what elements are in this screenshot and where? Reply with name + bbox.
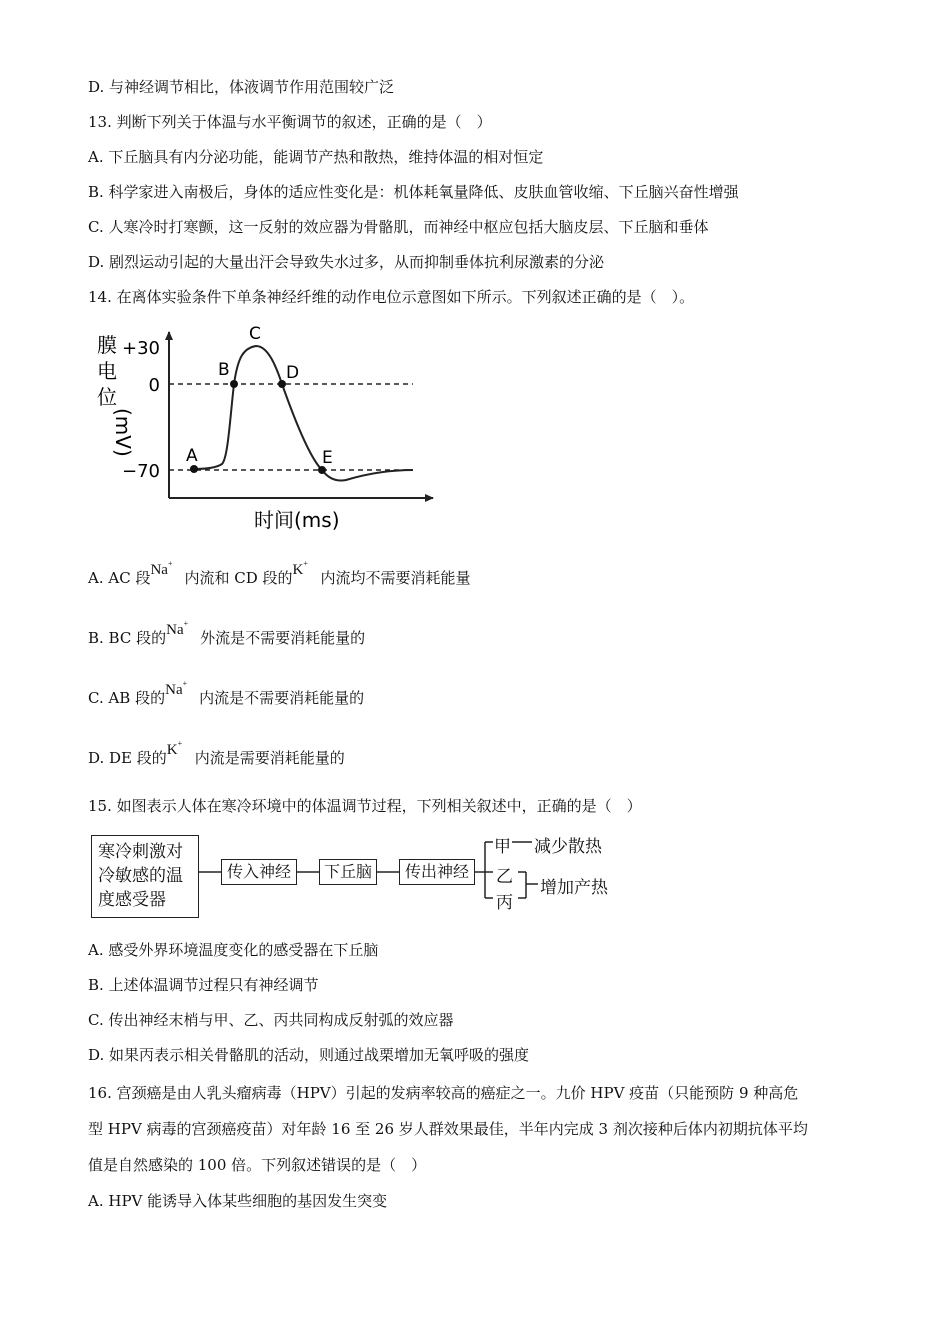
ytick-zero: 0 [148, 375, 160, 396]
q14a-ion1: Na+ [150, 559, 173, 578]
q15-stem: 15. 如图表示人体在寒冷环境中的体温调节过程，下列相关叙述中，正确的是（ ） [88, 797, 642, 815]
ytick-plus30: +30 [122, 338, 160, 359]
q15-option-b: B. 上述体温调节过程只有神经调节 [88, 976, 319, 994]
q14d-ion: K+ [166, 739, 183, 758]
q14a-ion1-wrap [150, 559, 184, 588]
q14-option-c [88, 679, 365, 708]
q14b-ion: Na+ [166, 619, 189, 638]
afferent-box: 传入神经 [221, 859, 297, 885]
point-a [190, 465, 198, 473]
q13-option-b: B. 科学家进入南极后，身体的适应性变化是：机体耗氧量降低、皮肤血管收缩、下丘脑兴奋性增强 [88, 183, 739, 201]
ylabel-char-1: 膜 [97, 333, 117, 357]
q16-option-a: A. HPV 能诱导入体某些细胞的基因发生突变 [88, 1192, 388, 1210]
q14c-post: 内流是不需要消耗能量的 [199, 689, 365, 707]
q16-stem-line-3: 值是自然感染的 100 倍。下列叙述错误的是（ ） [88, 1156, 427, 1174]
q13-option-c: C. 人寒冷时打寒颤，这一反射的效应器为骨骼肌，而神经中枢应包括大脑皮层、下丘脑和垂体 [88, 218, 709, 236]
q15-option-a: A. 感受外界环境温度变化的感受器在下丘脑 [88, 941, 379, 959]
q14b-pre: B. BC 段的 [88, 629, 167, 647]
ylabel-char-3: 位 [97, 385, 117, 409]
ylabel-char-2: 电 [97, 359, 117, 383]
q14a-ion2-wrap [292, 559, 321, 588]
label-e: E [322, 448, 333, 468]
q14a-mid: 内流和 CD 段的 [184, 569, 293, 587]
q14-option-d [88, 739, 345, 768]
label-d: D [286, 363, 300, 383]
q14d-ion-wrap [166, 739, 195, 768]
q14c-ion: Na+ [165, 679, 188, 698]
label-a: A [186, 446, 198, 466]
q16-stem-line-2: 型 HPV 病毒的宫颈癌疫苗）对年龄 16 至 26 岁人群效果最佳，半年内完成 3 剂次接种后体内初期抗体平均 [88, 1120, 808, 1138]
q14b-ion-wrap [166, 619, 200, 648]
q14-option-a [88, 559, 471, 588]
q14c-ion-wrap [165, 679, 199, 708]
label-bing: 丙 [496, 893, 513, 913]
q14a-ion2: K+ [292, 559, 308, 578]
thermoregulation-flow [88, 828, 628, 923]
label-yi: 乙 [496, 867, 513, 887]
q13-option-a: A. 下丘脑具有内分泌功能，能调节产热和散热，维持体温的相对恒定 [88, 148, 544, 166]
label-reduce-heat-loss: 减少散热 [534, 837, 602, 857]
label-increase-heat: 增加产热 [540, 878, 608, 898]
q15-option-d: D. 如果丙表示相关骨骼肌的活动，则通过战栗增加无氧呼吸的强度 [88, 1046, 530, 1064]
action-potential-chart [88, 318, 448, 538]
label-b: B [218, 360, 230, 380]
ytick-minus70: −70 [122, 461, 160, 482]
label-c: C [249, 324, 261, 344]
q14a-pre: A. AC 段 [88, 569, 151, 587]
q14b-post: 外流是不需要消耗能量的 [200, 629, 366, 647]
q14d-post: 内流是需要消耗能量的 [194, 749, 345, 767]
point-d [278, 380, 286, 388]
xlabel: 时间(ms) [254, 508, 340, 532]
efferent-box: 传出神经 [399, 859, 475, 885]
q14-stem: 14. 在离体实验条件下单条神经纤维的动作电位示意图如下所示。下列叙述正确的是（ ）。 [88, 288, 695, 306]
stimulus-line-3: 度感受器 [98, 890, 166, 910]
q15-option-c: C. 传出神经末梢与甲、乙、丙共同构成反射弧的效应器 [88, 1011, 454, 1029]
q16-stem-line-1: 16. 宫颈癌是由人乳头瘤病毒（HPV）引起的发病率较高的癌症之一。九价 HPV 疫苗（只能预防 9 种高危 [88, 1084, 799, 1102]
stimulus-line-2: 冷敏感的温 [98, 866, 183, 886]
ylabel-unit: (mV) [111, 408, 135, 457]
q14-option-b [88, 619, 366, 648]
q13-option-d: D. 剧烈运动引起的大量出汗会导致失水过多，从而抑制垂体抗利尿激素的分泌 [88, 253, 605, 271]
q14d-pre: D. DE 段的 [88, 749, 167, 767]
q14c-pre: C. AB 段的 [88, 689, 166, 707]
q12-option-d: D. 与神经调节相比，体液调节作用范围较广泛 [88, 78, 395, 96]
q13-stem: 13. 判断下列关于体温与水平衡调节的叙述，正确的是（ ） [88, 113, 492, 131]
point-b [230, 380, 238, 388]
stimulus-line-1: 寒冷刺激对 [98, 842, 183, 862]
hypothalamus-box: 下丘脑 [319, 859, 377, 885]
q14a-post: 内流均不需要消耗能量 [320, 569, 471, 587]
label-jia: 甲 [494, 837, 511, 857]
